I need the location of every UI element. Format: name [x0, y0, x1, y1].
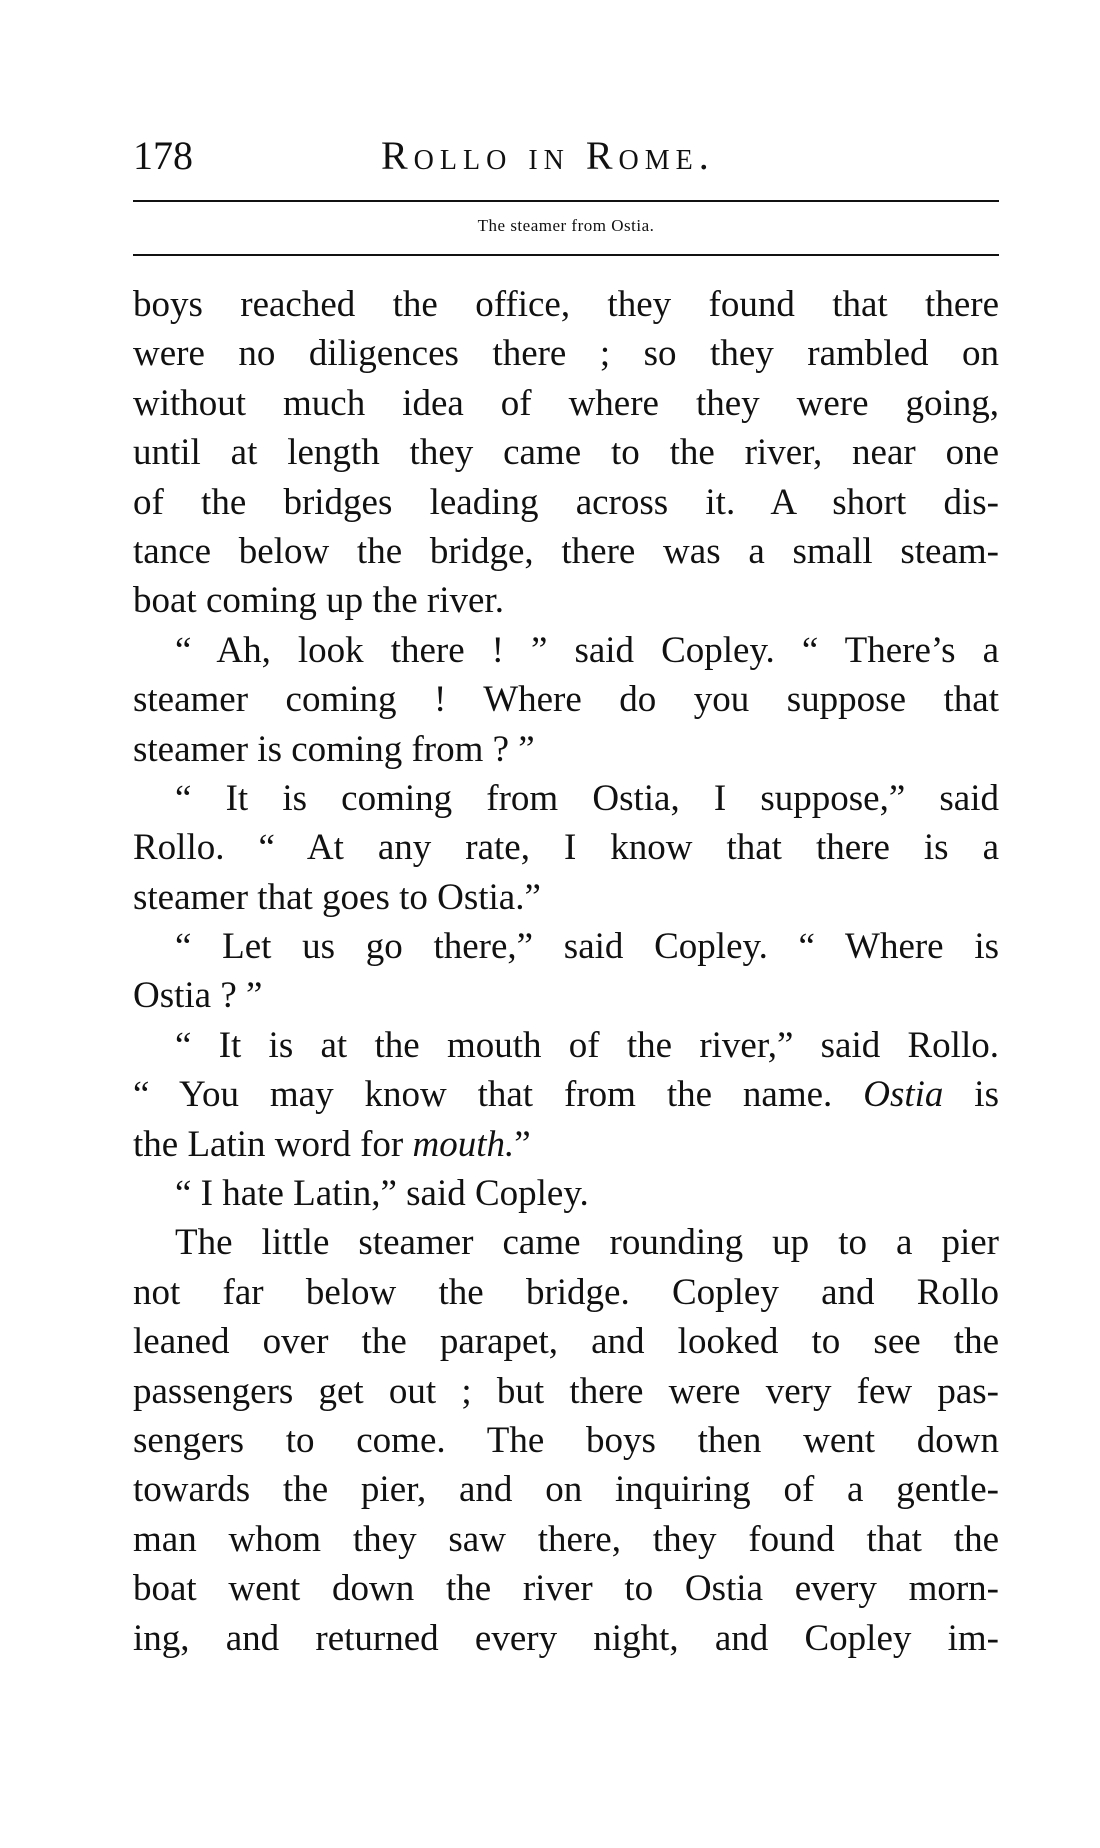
text-line: not far below the bridge. Copley and Rollo — [133, 1271, 999, 1313]
text-line: “ Let us go there,” said Copley. “ Where is — [175, 926, 999, 968]
text-line: without much idea of where they were going, — [133, 382, 999, 424]
text-line: were no diligences there ; so they rambled on — [133, 333, 999, 375]
text-line: The little steamer came rounding up to a pier — [175, 1222, 999, 1264]
text-line: towards the pier, and on inquiring of a gentle- — [133, 1469, 999, 1511]
text-line: sengers to come. The boys then went down — [133, 1419, 999, 1461]
text-line: boat went down the river to Ostia every morn- — [133, 1568, 999, 1610]
text-line: man whom they saw there, they found that the — [133, 1518, 999, 1560]
header-rule-bottom — [133, 254, 999, 256]
text-segment: the Latin word for — [133, 1123, 413, 1165]
text-line: boys reached the office, they found that there — [133, 284, 999, 325]
text-line: “ It is at the mouth of the river,” said Rollo. — [175, 1024, 999, 1066]
text-line: Ostia ? ” — [133, 975, 263, 1017]
text-line: Rollo. “ At any rate, I know that there is a — [133, 827, 999, 869]
text-line — [133, 1120, 999, 1169]
text-line: “ Ah, look there ! ” said Copley. “ There’s a — [175, 629, 999, 671]
text-line: leaned over the parapet, and looked to see the — [133, 1321, 999, 1363]
text-line: “ It is coming from Ostia, I suppose,” said — [175, 777, 999, 819]
text-line: passengers get out ; but there were very few pas- — [133, 1370, 999, 1412]
text-line: “ I hate Latin,” said Copley. — [175, 1173, 589, 1215]
text-line: steamer that goes to Ostia.” — [133, 876, 541, 918]
text-line: until at length they came to the river, near one — [133, 432, 999, 474]
text-line: steamer is coming from ? ” — [133, 728, 535, 770]
text-line: ing, and returned every night, and Copley im- — [133, 1617, 999, 1659]
italic-word: Ostia — [863, 1074, 944, 1116]
header-rule-top — [133, 200, 999, 202]
text-line: of the bridges leading across it. A short dis- — [133, 481, 999, 523]
text-line: boat coming up the river. — [133, 580, 504, 622]
running-title: Rollo in Rome. — [381, 133, 715, 178]
page-number: 178 — [133, 133, 193, 178]
body-text — [133, 280, 999, 1663]
section-subheading: The steamer from Ostia. — [477, 216, 655, 235]
text-segment: “ You may know that from the name. — [133, 1074, 864, 1116]
italic-word: mouth. — [412, 1123, 515, 1165]
text-segment: is — [943, 1074, 999, 1116]
text-line: steamer coming ! Where do you suppose that — [133, 679, 999, 721]
text-line: tance below the bridge, there was a small steam- — [133, 530, 999, 572]
page-header — [133, 128, 999, 184]
text-segment: ” — [514, 1123, 531, 1165]
text-line — [133, 1070, 999, 1119]
